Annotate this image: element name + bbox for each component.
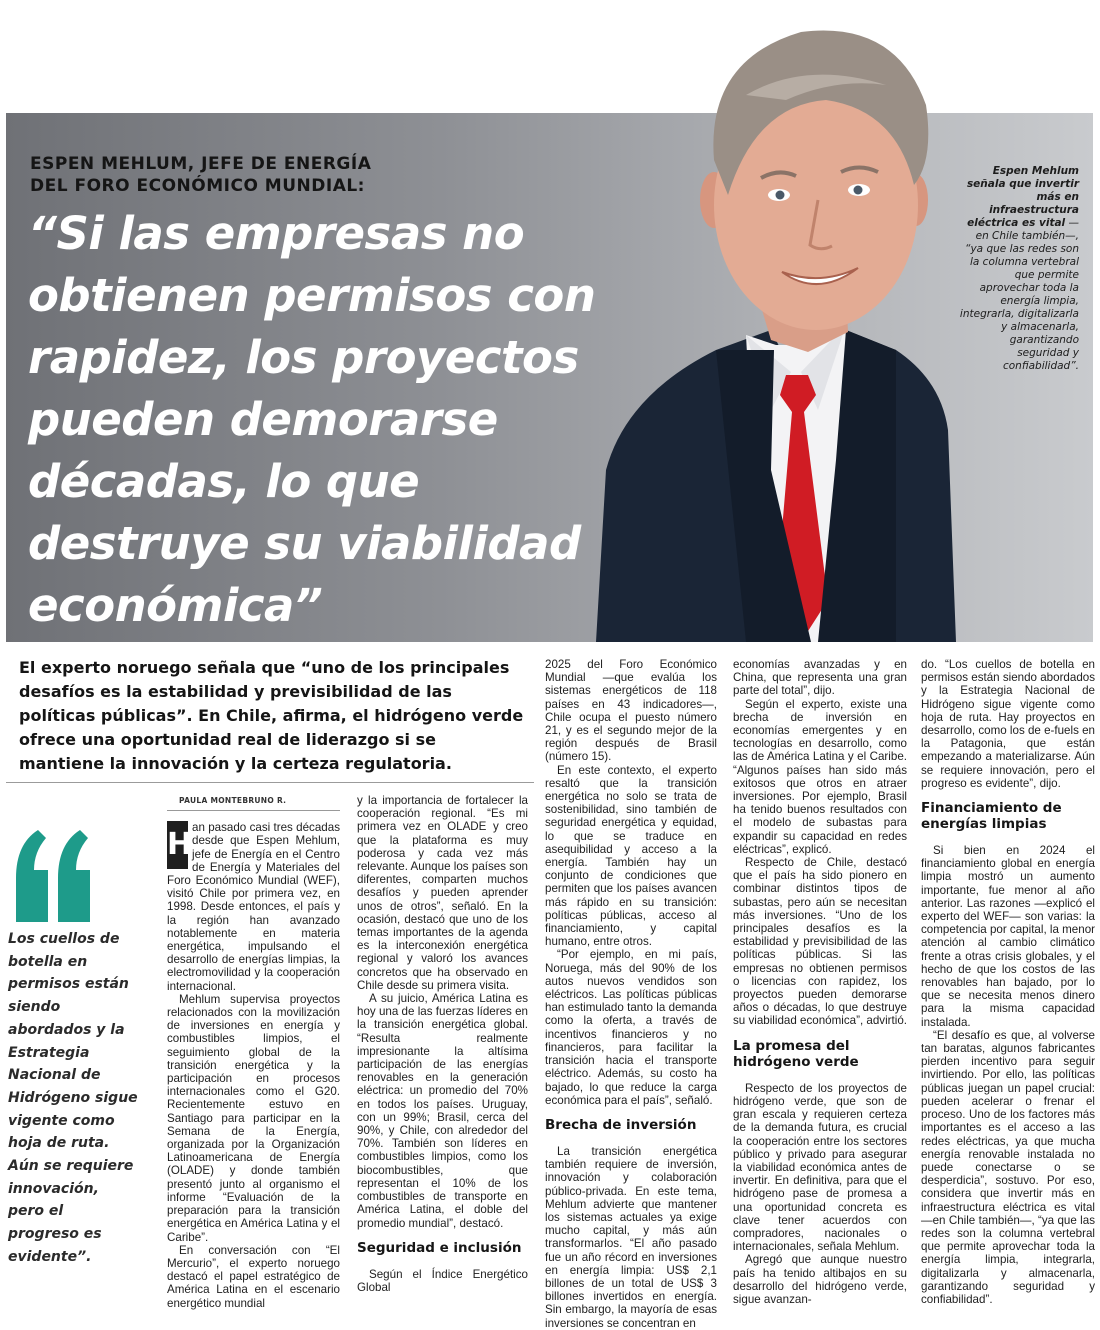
- photo-caption: [955, 165, 1079, 373]
- paragraph: 2025 del Foro Económico Mundial —que evalúa los sistemas energéticos de 118 países en 43 indicadores—, Chile ocupa el puesto número 21, y es el segundo mejor de la región después de Brasil (número 15).: [545, 658, 717, 764]
- article-column-1: [167, 794, 340, 1310]
- article-headline: “Si las empresas no obtienen permisos con rapidez, los proyectos pueden demorarse décadas, lo que destruye su viabilidad económica”: [28, 207, 596, 632]
- portrait-illustration: [596, 0, 956, 642]
- article-column-4: [733, 658, 907, 1306]
- paragraph: Según el experto, existe una brecha de inversión en economías emergentes y en tecnologías en desarrollo, como las de América Latina y el Caribe. “Algunos países han sido más exitosos que otros en atraer inversiones. Por ejemplo, Brasil ha tenido buenos resultados con el modelo de subastas para expandir su capacidad en redes eléctricas”, explicó.: [733, 697, 907, 856]
- byline: PAULA MONTEBRUNO R.: [167, 794, 340, 811]
- paragraph: Respecto de los proyectos de hidrógeno verde, que son de gran escala y requieren certeza de la demanda futura, es crucial la cooperación entre los sectores público y privado para asegurar la viabilidad económica antes de invertir. En definitiva, para que el hidrógeno pase de promesa a una oportunidad concreta es clave tener acuerdos con compradores, nacionales o internacionales, señala Mehlum.: [733, 1081, 907, 1254]
- caption-text: —en Chile también—, “ya que las redes son la columna vertebral que permite aprovechar toda la energía limpia, integrarla, digitalizarla y almacenarla, garantizando seguridad y confiabilidad”.: [959, 217, 1079, 372]
- caption-bold: Espen Mehlum señala que invertir más en infraestructura eléctrica es vital: [966, 165, 1079, 229]
- pull-quote: Los cuellos de botella en permisos están siendo abordados y la Estrategia Nacional de Hidrógeno sigue vigente como hoja de ruta. Aún se requiere innovación, pero el progreso es evidente”.: [8, 931, 138, 1265]
- paragraph: “Por ejemplo, en mi país, Noruega, más del 90% de los autos nuevos vendidos son eléctricos. Las políticas públicas han estimulado tanto la demanda como la oferta, a través de incentivos financieros y no financieros, para facilitar la transición hacia el transporte eléctrico. Además, su costo ha bajado, lo que reduce la carga económica para el país”, señaló.: [545, 948, 717, 1107]
- paragraph: En este contexto, el experto resaltó que la transición energética no solo se trata de sostenibilidad, sino también de seguridad energética y equidad, lo que se traduce en asequibilidad y acceso a la energía. También hay un conjunto de condiciones que permiten que los países avancen más rápido en su transición: políticas públicas, acceso al financiamiento, y capital humano, entre otros.: [545, 763, 717, 949]
- paragraph: “El desafío es que, al volverse tan baratas, algunos fabricantes pierden incentivo para seguir invirtiendo. Por ello, las políticas públicas juegan un papel crucial: pueden acelerar o frenar el proceso. Uno de los factores más importantes es el acceso a las redes eléctricas, ya que mucha energía renovable instalada no puede conectarse o se desperdicia”, sostuvo. Por eso, considera que invertir más en infraestructura eléctrica es vital —en Chile también—, “ya que las redes son la columna vertebral que permite aprovechar toda la energía limpia, integrarla, digitalizarla y almacenarla, garantizando seguridad y confiabilidad”.: [921, 1028, 1095, 1306]
- paragraph: Respecto de Chile, destacó que el país ha sido pionero en combinar distintos tipos de subastas, pero aún se necesitan más inversiones. “Uno de los principales desafíos es la estabilidad y previsibilidad de las políticas públicas. Si las empresas no obtienen permisos o licencias con rapidez, los proyectos pueden demorarse años o décadas, lo que destruye su viabilidad económica”, advirtió.: [733, 856, 907, 1028]
- subheading: Brecha de inversión: [545, 1116, 697, 1133]
- subheading: Financiamiento de energías limpias: [921, 800, 1062, 833]
- paragraph: La transición energética también requiere de inversión, innovación y colaboración público-privada. En este tema, Mehlum advierte que mantener los sistemas actuales ya exige mucho capital, y más aún transformarlos. “El año pasado fue un año récord en inversiones en energía limpia: US$ 2,1 billones de un total de US$ 3 billones invertidos en energía. Sin embargo, la mayoría de esas inversiones se concentran en: [545, 1144, 717, 1330]
- article-lead: El experto noruego señala que “uno de los principales desafíos es la estabilidad y previsibilidad de las políticas públicas”. En Chile, afirma, el hidrógeno verde ofrece una oportunidad real de liderazgo si se mantiene la innovación y la certeza regulatoria.: [19, 658, 524, 773]
- portrait-photo: [596, 0, 956, 642]
- paragraph: En conversación con “El Mercurio”, el experto noruego destacó el papel estratégico de América Latina en el escenario energético mundial: [167, 1243, 340, 1310]
- paragraph: Según el Índice Energético Global: [357, 1267, 528, 1294]
- paragraph: y la importancia de fortalecer la cooperación regional. “Es mi primera vez en OLADE y creo que la plataforma es muy poderosa y cada vez más relevante. Aunque los países son diferentes, comparten muchos desafíos y pueden aprender unos de otros”, señaló. En la ocasión, destacó que uno de los temas importantes de la agenda es la interconexión energética regional y valoró los avances concretos que ha observado en Chile desde su primera visita.: [357, 794, 528, 992]
- paragraph: an pasado casi tres décadas desde que Espen Mehlum, jefe de Energía en el Centro de Energía y Materiales del Foro Económico Mundial (WEF), visitó Chile por primera vez, en 1998. Desde entonces, el país y la región han avanzado notablemente en materia energética, impulsando el desarrollo de energías limpias, la electromovilidad y la cooperación internacional.: [167, 821, 340, 993]
- subheading: Seguridad e inclusión: [357, 1239, 522, 1256]
- article-kicker: ESPEN MEHLUM, JEFE DE ENERGÍA DEL FORO ECONÓMICO MUNDIAL:: [30, 154, 372, 196]
- paragraph: A su juicio, América Latina es hoy una de las fuerzas líderes en la transición energética global. “Resulta realmente impresionante la altísima participación de las energías renovables en la generación eléctrica: un promedio del 70% en todos los países. Uruguay, con un 99%; Brasil, cerca del 90%, y Chile, con alrededor del 70%. También son líderes en combustibles limpios, como los biocombustibles, que representan el 10% de los combustibles de transporte en América Latina, el doble del promedio mundial”, destacó.: [357, 992, 528, 1230]
- article-column-3: [545, 658, 717, 1330]
- subheading: La promesa del hidrógeno verde: [733, 1037, 859, 1070]
- divider: [6, 782, 534, 783]
- article-column-5: [921, 658, 1095, 1306]
- article-column-2: [357, 794, 528, 1294]
- paragraph: do. “Los cuellos de botella en permisos están siendo abordados y la Estrategia Nacional de Hidrógeno sigue vigente como hoja de ruta. Hay proyectos en desarrollo, como los de e-fuels en la Patagonia, que están empezando a materializarse. Aún se requiere innovación, pero el progreso es evidente”, dijo.: [921, 658, 1096, 790]
- paragraph: Agregó que aunque nuestro país ha tenido altibajos en su desarrollo del hidrógeno verde, sigue avanzan-: [733, 1253, 907, 1306]
- quote-mark-icon: [8, 826, 98, 922]
- paragraph: Mehlum supervisa proyectos relacionados con la movilización de inversiones en energía y combustibles limpios, el seguimiento global de la transición energética y la participación en procesos internacionales como el G20. Recientemente estuvo en Santiago para participar en la Semana de la Energía, organizada por la Organización Latinoamericana de Energía (OLADE) y donde también presentó junto al organismo el informe “Evaluación de la preparación para la transición energética en América Latina y el Caribe”.: [167, 992, 340, 1244]
- paragraph: Si bien en 2024 el financiamiento global en energía limpia mostró un aumento importante, fue menor al año anterior. Las razones —explicó el experto del WEF— son varias: la competencia por capital, la menor atención al cambio climático frente a otras crisis globales, y el hecho de que los costos de las renovables han bajado, por lo que se necesita menos dinero para la misma capacidad instalada.: [921, 844, 1095, 1029]
- drop-cap: H: [167, 821, 188, 869]
- paragraph: economías avanzadas y en China, que representa una gran parte del total”, dijo.: [733, 658, 907, 698]
